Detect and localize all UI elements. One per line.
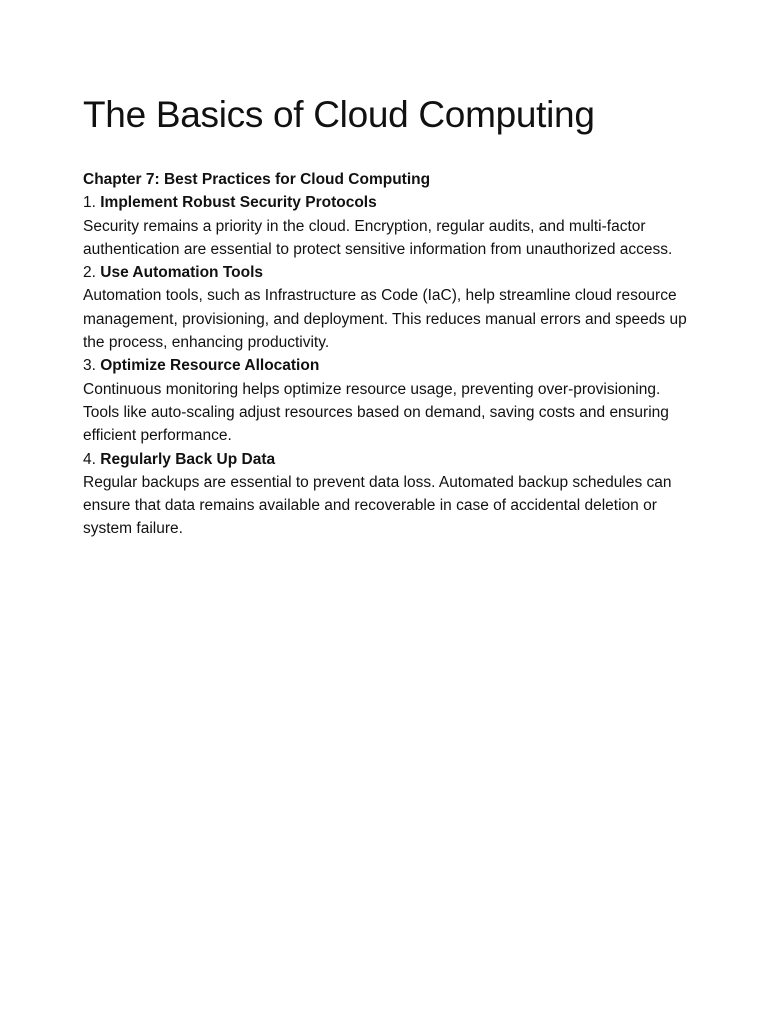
list-item <box>83 261 688 354</box>
item-body: Continuous monitoring helps optimize resource usage, preventing over-provisioning. Tools like auto-scaling adjust resources based on demand, saving costs and ensuring efficient performance. <box>83 380 669 445</box>
item-heading <box>83 354 688 377</box>
item-title: Optimize Resource Allocation <box>100 357 320 375</box>
document-body <box>83 168 688 541</box>
item-heading <box>83 261 688 284</box>
item-title: Use Automation Tools <box>100 264 263 282</box>
item-heading <box>83 191 688 214</box>
list-item <box>83 191 688 261</box>
item-title: Regularly Back Up Data <box>100 450 276 468</box>
item-body: Automation tools, such as Infrastructure as Code (IaC), help streamline cloud resource management, provisioning, and deployment. This reduces manual errors and speeds up the process, enhancing productivity. <box>83 287 687 352</box>
item-number: 1. <box>83 194 96 212</box>
list-item <box>83 448 688 541</box>
item-title: Implement Robust Security Protocols <box>100 194 377 212</box>
item-body: Regular backups are essential to prevent data loss. Automated backup schedules can ensure that data remains available and recoverable in case of accidental deletion or system failure. <box>83 473 672 538</box>
item-number: 4. <box>83 450 96 468</box>
list-item <box>83 354 688 447</box>
item-body: Security remains a priority in the cloud. Encryption, regular audits, and multi-factor authentication are essential to protect sensitive information from unauthorized access. <box>83 217 673 258</box>
chapter-heading: Chapter 7: Best Practices for Cloud Computing <box>83 171 431 188</box>
page-title: The Basics of Cloud Computing <box>83 94 595 135</box>
item-heading <box>83 448 688 471</box>
item-number: 2. <box>83 264 96 282</box>
item-number: 3. <box>83 357 96 375</box>
